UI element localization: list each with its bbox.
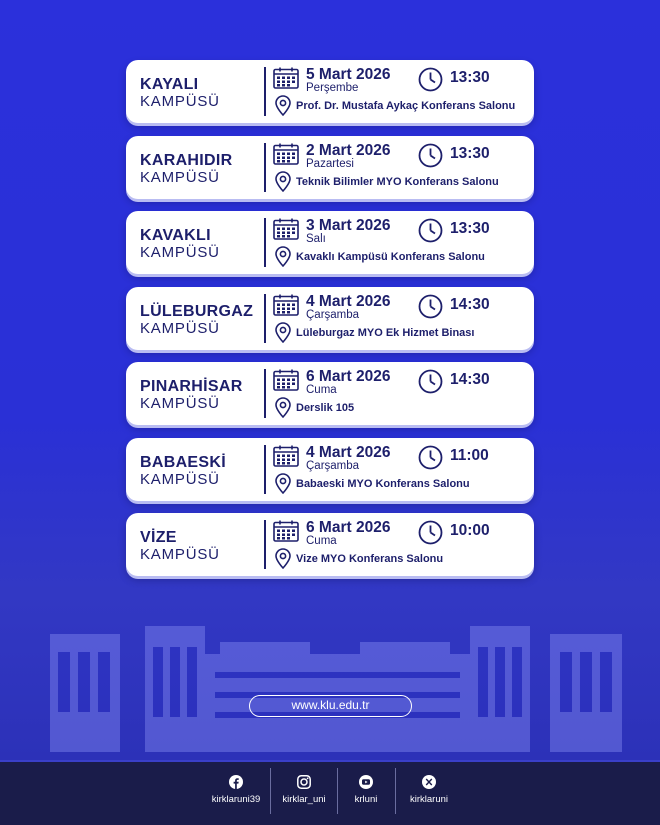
social-handle: kirklar_uni: [282, 794, 326, 805]
campus-label: [140, 152, 265, 186]
event-venue: Kavaklı Kampüsü Konferans Salonu: [296, 251, 485, 263]
event-day: Salı: [306, 233, 326, 245]
calendar-icon: [273, 520, 299, 542]
campus-suffix: KAMPÜSÜ: [140, 168, 220, 186]
instagram-icon: [297, 775, 311, 789]
event-date: 4 Mart 2026: [306, 292, 391, 310]
campus-suffix: KAMPÜSÜ: [140, 546, 220, 563]
campus-name: LÜLEBURGAZ: [140, 302, 254, 320]
campus-building-image: [50, 612, 622, 752]
event-time: 11:00: [450, 446, 489, 464]
social-facebook[interactable]: [200, 775, 272, 805]
clock-icon: [418, 294, 443, 319]
location-pin-icon: [274, 246, 292, 267]
campus-suffix: KAMPÜSÜ: [140, 93, 220, 110]
event-list: [126, 60, 534, 589]
clock-icon: [418, 369, 443, 394]
event-card-kavakli: [126, 211, 534, 274]
campus-name: BABAESKİ: [140, 453, 226, 471]
location-pin-icon: [274, 397, 292, 418]
event-venue: Lüleburgaz MYO Ek Hizmet Binası: [296, 326, 475, 339]
campus-name: KAVAKLI: [140, 227, 211, 244]
clock-icon: [418, 218, 443, 243]
campus-name: KAYALI: [140, 76, 199, 93]
calendar-icon: [273, 143, 299, 165]
calendar-icon: [273, 67, 299, 89]
event-day: Çarşamba: [306, 308, 360, 321]
divider: [264, 294, 266, 343]
event-date: 5 Mart 2026: [306, 66, 391, 83]
campus-label: [140, 76, 265, 110]
event-day: Çarşamba: [306, 459, 360, 472]
event-date: 3 Mart 2026: [306, 217, 391, 234]
event-card-luleburgaz: [126, 287, 534, 350]
divider: [264, 520, 266, 569]
campus-label: [140, 529, 265, 563]
social-handle: kirklaruni: [409, 794, 448, 805]
campus-suffix: KAMPÜSÜ: [140, 470, 220, 488]
event-date: 2 Mart 2026: [306, 141, 391, 159]
divider: [264, 369, 266, 418]
clock-icon: [418, 67, 443, 92]
event-venue: Derslik 105: [296, 402, 355, 414]
campus-label: [140, 303, 265, 337]
x-icon: [422, 775, 436, 789]
footer-top-line: [0, 760, 660, 762]
divider: [264, 67, 266, 116]
event-time: 13:30: [450, 220, 490, 237]
event-venue: Vize MYO Konferans Salonu: [296, 553, 444, 565]
social-handle: kirklaruni39: [211, 794, 261, 805]
campus-suffix: KAMPÜSÜ: [140, 319, 220, 337]
calendar-icon: [273, 218, 299, 240]
event-venue: Prof. Dr. Mustafa Aykaç Konferans Salonu: [296, 100, 516, 112]
divider: [264, 445, 266, 494]
divider: [264, 218, 266, 267]
event-day: Cuma: [306, 384, 337, 396]
location-pin-icon: [274, 473, 292, 494]
campus-name: KARAHIDIR: [140, 151, 233, 169]
footer-separator: [395, 768, 396, 814]
footer: [0, 760, 660, 825]
calendar-icon: [273, 445, 299, 467]
location-pin-icon: [274, 548, 292, 569]
campus-label: [140, 227, 265, 261]
event-time: 10:00: [450, 522, 490, 539]
youtube-icon: [359, 775, 373, 789]
campus-suffix: KAMPÜSÜ: [140, 244, 220, 261]
event-day: Perşembe: [306, 82, 359, 94]
event-card-pinarhisar: [126, 362, 534, 425]
social-instagram[interactable]: [272, 775, 336, 805]
event-time: 14:30: [450, 371, 490, 388]
event-card-vize: [126, 513, 534, 576]
event-date: 4 Mart 2026: [306, 443, 391, 461]
website-link[interactable]: www.klu.edu.tr: [249, 695, 412, 717]
location-pin-icon: [274, 322, 292, 343]
event-card-babaeski: [126, 438, 534, 501]
event-card-karahidir: [126, 136, 534, 199]
campus-label: [140, 454, 265, 488]
calendar-icon: [273, 294, 299, 316]
campus-label: [140, 378, 265, 412]
divider: [264, 143, 266, 192]
campus-name: VİZE: [140, 529, 177, 546]
clock-icon: [418, 445, 443, 470]
social-handle: krluni: [354, 794, 378, 805]
event-card-kayali: [126, 60, 534, 123]
location-pin-icon: [274, 95, 292, 116]
facebook-icon: [229, 775, 243, 789]
event-day: Pazartesi: [306, 157, 354, 170]
campus-suffix: KAMPÜSÜ: [140, 395, 220, 412]
clock-icon: [418, 520, 443, 545]
event-day: Cuma: [306, 535, 337, 547]
event-time: 13:30: [450, 69, 490, 86]
calendar-icon: [273, 369, 299, 391]
clock-icon: [418, 143, 443, 168]
event-time: 13:30: [450, 144, 490, 162]
location-pin-icon: [274, 171, 292, 192]
event-time: 14:30: [450, 295, 490, 313]
social-youtube[interactable]: [338, 775, 394, 805]
footer-separator: [270, 768, 271, 814]
social-x[interactable]: [398, 775, 460, 805]
campus-name: PINARHİSAR: [140, 378, 243, 395]
event-venue: Teknik Bilimler MYO Konferans Salonu: [296, 175, 499, 188]
event-venue: Babaeski MYO Konferans Salonu: [296, 477, 470, 490]
event-date: 6 Mart 2026: [306, 519, 391, 536]
event-date: 6 Mart 2026: [306, 368, 391, 385]
